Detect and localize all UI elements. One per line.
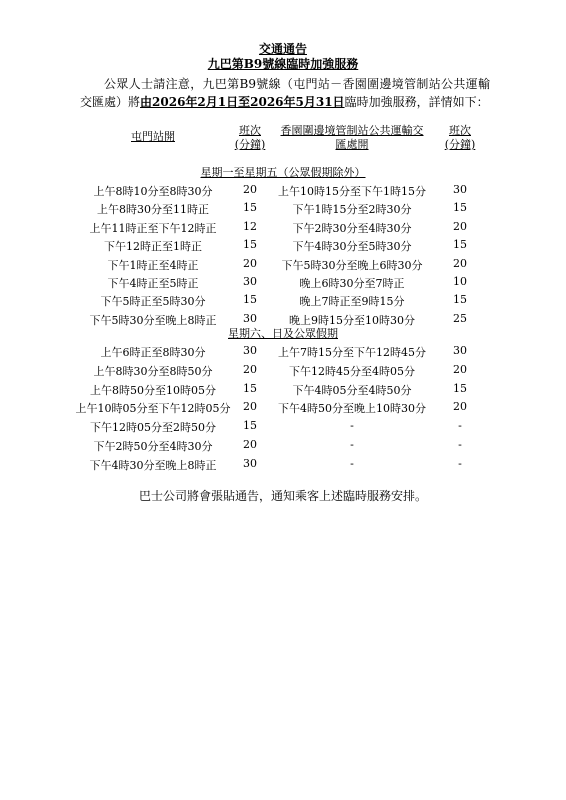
tuen-mun-time-cell: 上午10時05分至下午12時05分 bbox=[75, 402, 231, 416]
hyw-frequency-cell: - bbox=[458, 419, 462, 433]
header-frequency-2-line1: 班次 bbox=[449, 124, 471, 137]
tuen-mun-frequency-cell: 15 bbox=[243, 293, 257, 307]
hyw-time-cell: 下午1時15分至2時30分 bbox=[292, 203, 412, 217]
intro-text: 公眾人士請注意，九巴第B9號線（屯門站－香園圍邊境管制站公共運輸交匯處）將 bbox=[80, 77, 490, 109]
header-frequency-2-line2: (分鐘) bbox=[444, 138, 476, 151]
header-frequency-1-line2: (分鐘) bbox=[234, 138, 266, 151]
hyw-time-cell: 下午12時45分至4時05分 bbox=[289, 364, 415, 378]
tuen-mun-time-cell: 上午8時50分至10時05分 bbox=[90, 383, 216, 397]
tuen-mun-time-cell: 下午5時30分至晚上8時正 bbox=[89, 313, 217, 327]
hyw-frequency-cell: 10 bbox=[453, 275, 467, 288]
header-heung-yuen-wai-departure bbox=[262, 124, 442, 152]
hyw-time-cell: - bbox=[350, 419, 354, 433]
header-frequency-1-line1: 班次 bbox=[239, 124, 261, 137]
tuen-mun-time-cell: 上午6時正至8時30分 bbox=[100, 346, 206, 359]
hyw-frequency-cell: 20 bbox=[453, 256, 467, 270]
hyw-frequency-cell: 15 bbox=[453, 293, 467, 307]
header-col3-line1: 香園圍邊境管制站公共運輸交 bbox=[280, 124, 424, 137]
hyw-time-cell: 下午5時30分至晚上6時30分 bbox=[281, 258, 423, 272]
header-tuen-mun-departure: 屯門站開 bbox=[131, 130, 175, 143]
hyw-frequency-cell: - bbox=[458, 456, 462, 470]
hyw-time-cell: - bbox=[350, 438, 354, 451]
tuen-mun-frequency-cell: 30 bbox=[243, 311, 257, 325]
footer-note: 巴士公司將會張貼通告，通知乘客上述臨時服務安排。 bbox=[138, 489, 427, 503]
tuen-mun-frequency-cell: 15 bbox=[243, 201, 257, 215]
hyw-frequency-cell: 20 bbox=[453, 219, 467, 233]
tuen-mun-time-cell: 下午2時50分至4時30分 bbox=[93, 440, 213, 453]
tuen-mun-frequency-cell: 15 bbox=[243, 419, 257, 433]
hyw-frequency-cell: 20 bbox=[453, 362, 467, 376]
hyw-time-cell: 晚上6時30分至7時正 bbox=[299, 277, 405, 290]
intro-text-end: 臨時加強服務，詳情如下： bbox=[344, 95, 489, 109]
intro-date-range: 由2026年2月1日至2026年5月31日 bbox=[140, 95, 345, 109]
tuen-mun-time-cell: 上午8時10分至8時30分 bbox=[93, 185, 213, 198]
tuen-mun-frequency-cell: 20 bbox=[243, 362, 257, 376]
hyw-time-cell: - bbox=[350, 456, 354, 470]
hyw-time-cell: 上午7時15分至下午12時45分 bbox=[278, 346, 426, 359]
header-frequency-2 bbox=[440, 124, 480, 152]
tuen-mun-frequency-cell: 15 bbox=[243, 381, 257, 395]
tuen-mun-frequency-cell: 12 bbox=[243, 219, 257, 233]
tuen-mun-frequency-cell: 30 bbox=[243, 275, 257, 288]
hyw-frequency-cell: 30 bbox=[453, 344, 467, 357]
tuen-mun-time-cell: 上午8時30分至11時正 bbox=[97, 203, 209, 217]
tuen-mun-frequency-cell: 20 bbox=[243, 400, 257, 414]
hyw-time-cell: 晚上7時正至9時15分 bbox=[299, 295, 405, 309]
tuen-mun-time-cell: 下午4時正至5時正 bbox=[107, 277, 199, 290]
hyw-frequency-cell: 25 bbox=[453, 311, 467, 325]
tuen-mun-time-cell: 下午12時05分至2時50分 bbox=[90, 421, 216, 435]
tuen-mun-time-cell: 下午1時正至4時正 bbox=[107, 258, 199, 272]
hyw-time-cell: 下午4時05分至4時50分 bbox=[292, 383, 412, 397]
tuen-mun-frequency-cell: 15 bbox=[243, 238, 257, 252]
intro-paragraph bbox=[80, 75, 490, 111]
tuen-mun-frequency-cell: 30 bbox=[243, 456, 257, 470]
hyw-time-cell: 晚上9時15分至10時30分 bbox=[289, 313, 415, 327]
hyw-frequency-cell: 15 bbox=[453, 238, 467, 252]
section-title: 星期六、日及公眾假期 bbox=[228, 327, 338, 340]
tuen-mun-frequency-cell: 20 bbox=[243, 256, 257, 270]
hyw-time-cell: 下午4時50分至晚上10時30分 bbox=[278, 402, 426, 416]
tuen-mun-time-cell: 下午12時正至1時正 bbox=[104, 240, 202, 254]
header-col3-line2: 匯處開 bbox=[335, 138, 369, 151]
hyw-frequency-cell: 20 bbox=[453, 400, 467, 414]
hyw-frequency-cell: 15 bbox=[453, 201, 467, 215]
tuen-mun-time-cell: 上午8時30分至8時50分 bbox=[93, 364, 213, 378]
notice-title: 交通通告 bbox=[258, 42, 307, 56]
section-title: 星期一至星期五（公眾假期除外） bbox=[200, 166, 366, 179]
notice-subtitle: 九巴第B9號線臨時加強服務 bbox=[207, 57, 359, 71]
tuen-mun-time-cell: 下午4時30分至晚上8時正 bbox=[89, 458, 217, 472]
hyw-frequency-cell: 30 bbox=[453, 183, 467, 196]
tuen-mun-frequency-cell: 20 bbox=[243, 183, 257, 196]
hyw-frequency-cell: 15 bbox=[453, 381, 467, 395]
tuen-mun-time-cell: 上午11時正至下午12時正 bbox=[89, 221, 217, 235]
hyw-frequency-cell: - bbox=[458, 438, 462, 451]
tuen-mun-time-cell: 下午5時正至5時30分 bbox=[100, 295, 206, 309]
hyw-time-cell: 下午2時30分至4時30分 bbox=[292, 221, 412, 235]
tuen-mun-frequency-cell: 30 bbox=[243, 344, 257, 357]
hyw-time-cell: 下午4時30分至5時30分 bbox=[292, 240, 412, 254]
tuen-mun-frequency-cell: 20 bbox=[243, 438, 257, 451]
hyw-time-cell: 上午10時15分至下午1時15分 bbox=[278, 185, 426, 198]
